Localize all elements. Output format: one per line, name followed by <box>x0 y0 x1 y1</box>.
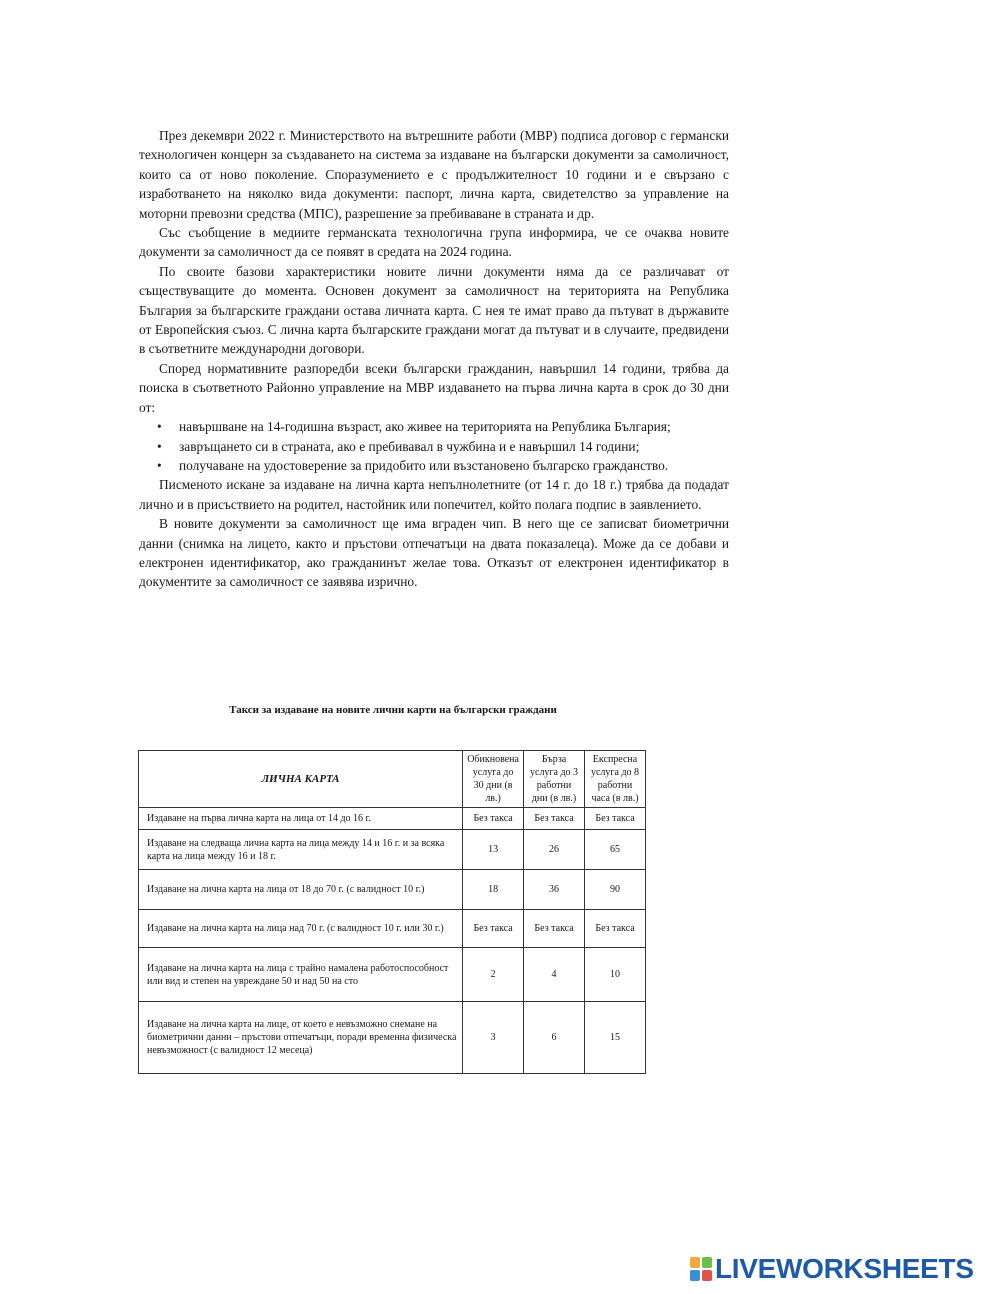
fast-fee: Без такса <box>524 808 585 830</box>
row-description: Издаване на следваща лична карта на лица между 14 и 16 г. и за всяка карта на лица между 16 и 18 г. <box>139 830 463 870</box>
regular-fee: 13 <box>463 830 524 870</box>
liveworksheets-logo[interactable] <box>690 1254 974 1284</box>
regular-fee: Без такса <box>463 910 524 948</box>
express-fee: Без такса <box>585 808 646 830</box>
table-row <box>139 1002 646 1074</box>
table-row <box>139 808 646 830</box>
fast-fee: 26 <box>524 830 585 870</box>
article-text <box>139 126 729 592</box>
row-description: Издаване на лична карта на лица с трайно намалена работоспособност или вид и степен на увреждане 50 и над 50 на сто <box>139 948 463 1002</box>
list-item: • получаване на удостоверение за придобито или възстановено българско гражданство. <box>179 456 729 475</box>
table-header-main: ЛИЧНА КАРТА <box>139 751 463 808</box>
express-fee: 10 <box>585 948 646 1002</box>
liveworksheets-logo-icon <box>690 1257 712 1281</box>
fast-fee: Без такса <box>524 910 585 948</box>
row-description: Издаване на лична карта на лице, от което е невъзможно снемане на биометрични данни – пръстови отпечатъци, поради временна физическа невъзможност (с валидност 12 месеца) <box>139 1002 463 1074</box>
express-fee: 15 <box>585 1002 646 1074</box>
table-header-regular: Обикновена услуга до 30 дни (в лв.) <box>463 751 524 808</box>
paragraph: През декември 2022 г. Министерството на вътрешните работи (МВР) подписа договор с германски технологичен концерн за създаването на система за издаване на български документи за самоличност, които са от ново поколение. Споразумението е с продължителност 10 години и е свързано с изработването на няколко вида документи: паспорт, лична карта, свидетелство за управление на моторни превозни средства (МПС), разрешение за пребиваване в страната и др. <box>139 128 729 221</box>
logo-square <box>690 1270 700 1281</box>
express-fee: Без такса <box>585 910 646 948</box>
row-description: Издаване на лична карта на лица от 18 до 70 г. (с валидност 10 г.) <box>139 870 463 910</box>
row-description: Издаване на първа лична карта на лица от 14 до 16 г. <box>139 808 463 830</box>
logo-square <box>702 1257 712 1268</box>
table-row <box>139 948 646 1002</box>
table-header-fast: Бърза услуга до 3 работни дни (в лв.) <box>524 751 585 808</box>
table-header-row <box>139 751 646 808</box>
paragraph: В новите документи за самоличност ще има вграден чип. В него ще се записват биометрични данни (снимка на лицето, както и пръстови отпечатъци на двата показалеца). Може да се добави и електронен идентификатор, ако гражданинът желае това. Отказът от електронен идентификатор в документите за самоличност се заявява изрично. <box>139 516 729 590</box>
express-fee: 90 <box>585 870 646 910</box>
table-row <box>139 910 646 948</box>
fees-table <box>138 750 646 1074</box>
list-item: • навършване на 14-годишна възраст, ако живее на територията на Република България; <box>179 417 729 436</box>
table-title: Такси за издаване на новите лични карти на български граждани <box>229 704 557 716</box>
paragraph: Със съобщение в медиите германската технологична група информира, че се очаква новите документи за самоличност да се появят в средата на 2024 година. <box>139 225 729 260</box>
fast-fee: 36 <box>524 870 585 910</box>
table-row <box>139 870 646 910</box>
paragraph: Писменото искане за издаване на лична карта непълнолетните (от 14 г. до 18 г.) трябва да подадат лично и в присъствието на родител, настойник или попечител, който полага подпис в заявлението. <box>139 477 729 512</box>
express-fee: 65 <box>585 830 646 870</box>
table-header-express: Експресна услуга до 8 работни часа (в лв.) <box>585 751 646 808</box>
logo-square <box>690 1257 700 1268</box>
list-item: • завръщането си в страната, ако е пребивавал в чужбина и е навършил 14 години; <box>179 437 729 456</box>
bullet-list <box>139 417 729 475</box>
regular-fee: 3 <box>463 1002 524 1074</box>
paragraph: Според нормативните разпоредби всеки български гражданин, навършил 14 години, трябва да поиска в съответното Районно управление на МВР издаването на първа лична карта в срок до 30 дни от: <box>139 360 729 415</box>
logo-text: LIVEWORKSHEETS <box>715 1253 974 1284</box>
table-row <box>139 830 646 870</box>
fast-fee: 6 <box>524 1002 585 1074</box>
logo-square <box>702 1270 712 1281</box>
row-description: Издаване на лична карта на лица над 70 г. (с валидност 10 г. или 30 г.) <box>139 910 463 948</box>
regular-fee: Без такса <box>463 808 524 830</box>
fast-fee: 4 <box>524 948 585 1002</box>
paragraph: По своите базови характеристики новите лични документи няма да се различават от съществуващите до момента. Основен документ за самоличност на територията на Република България за българските граждани остава личната карта. С нея те имат право да пътуват в държавите от Европейския съюз. С лична карта българските граждани могат да пътуват и в случаите, предвидени в съответните международни договори. <box>139 263 729 357</box>
regular-fee: 18 <box>463 870 524 910</box>
regular-fee: 2 <box>463 948 524 1002</box>
